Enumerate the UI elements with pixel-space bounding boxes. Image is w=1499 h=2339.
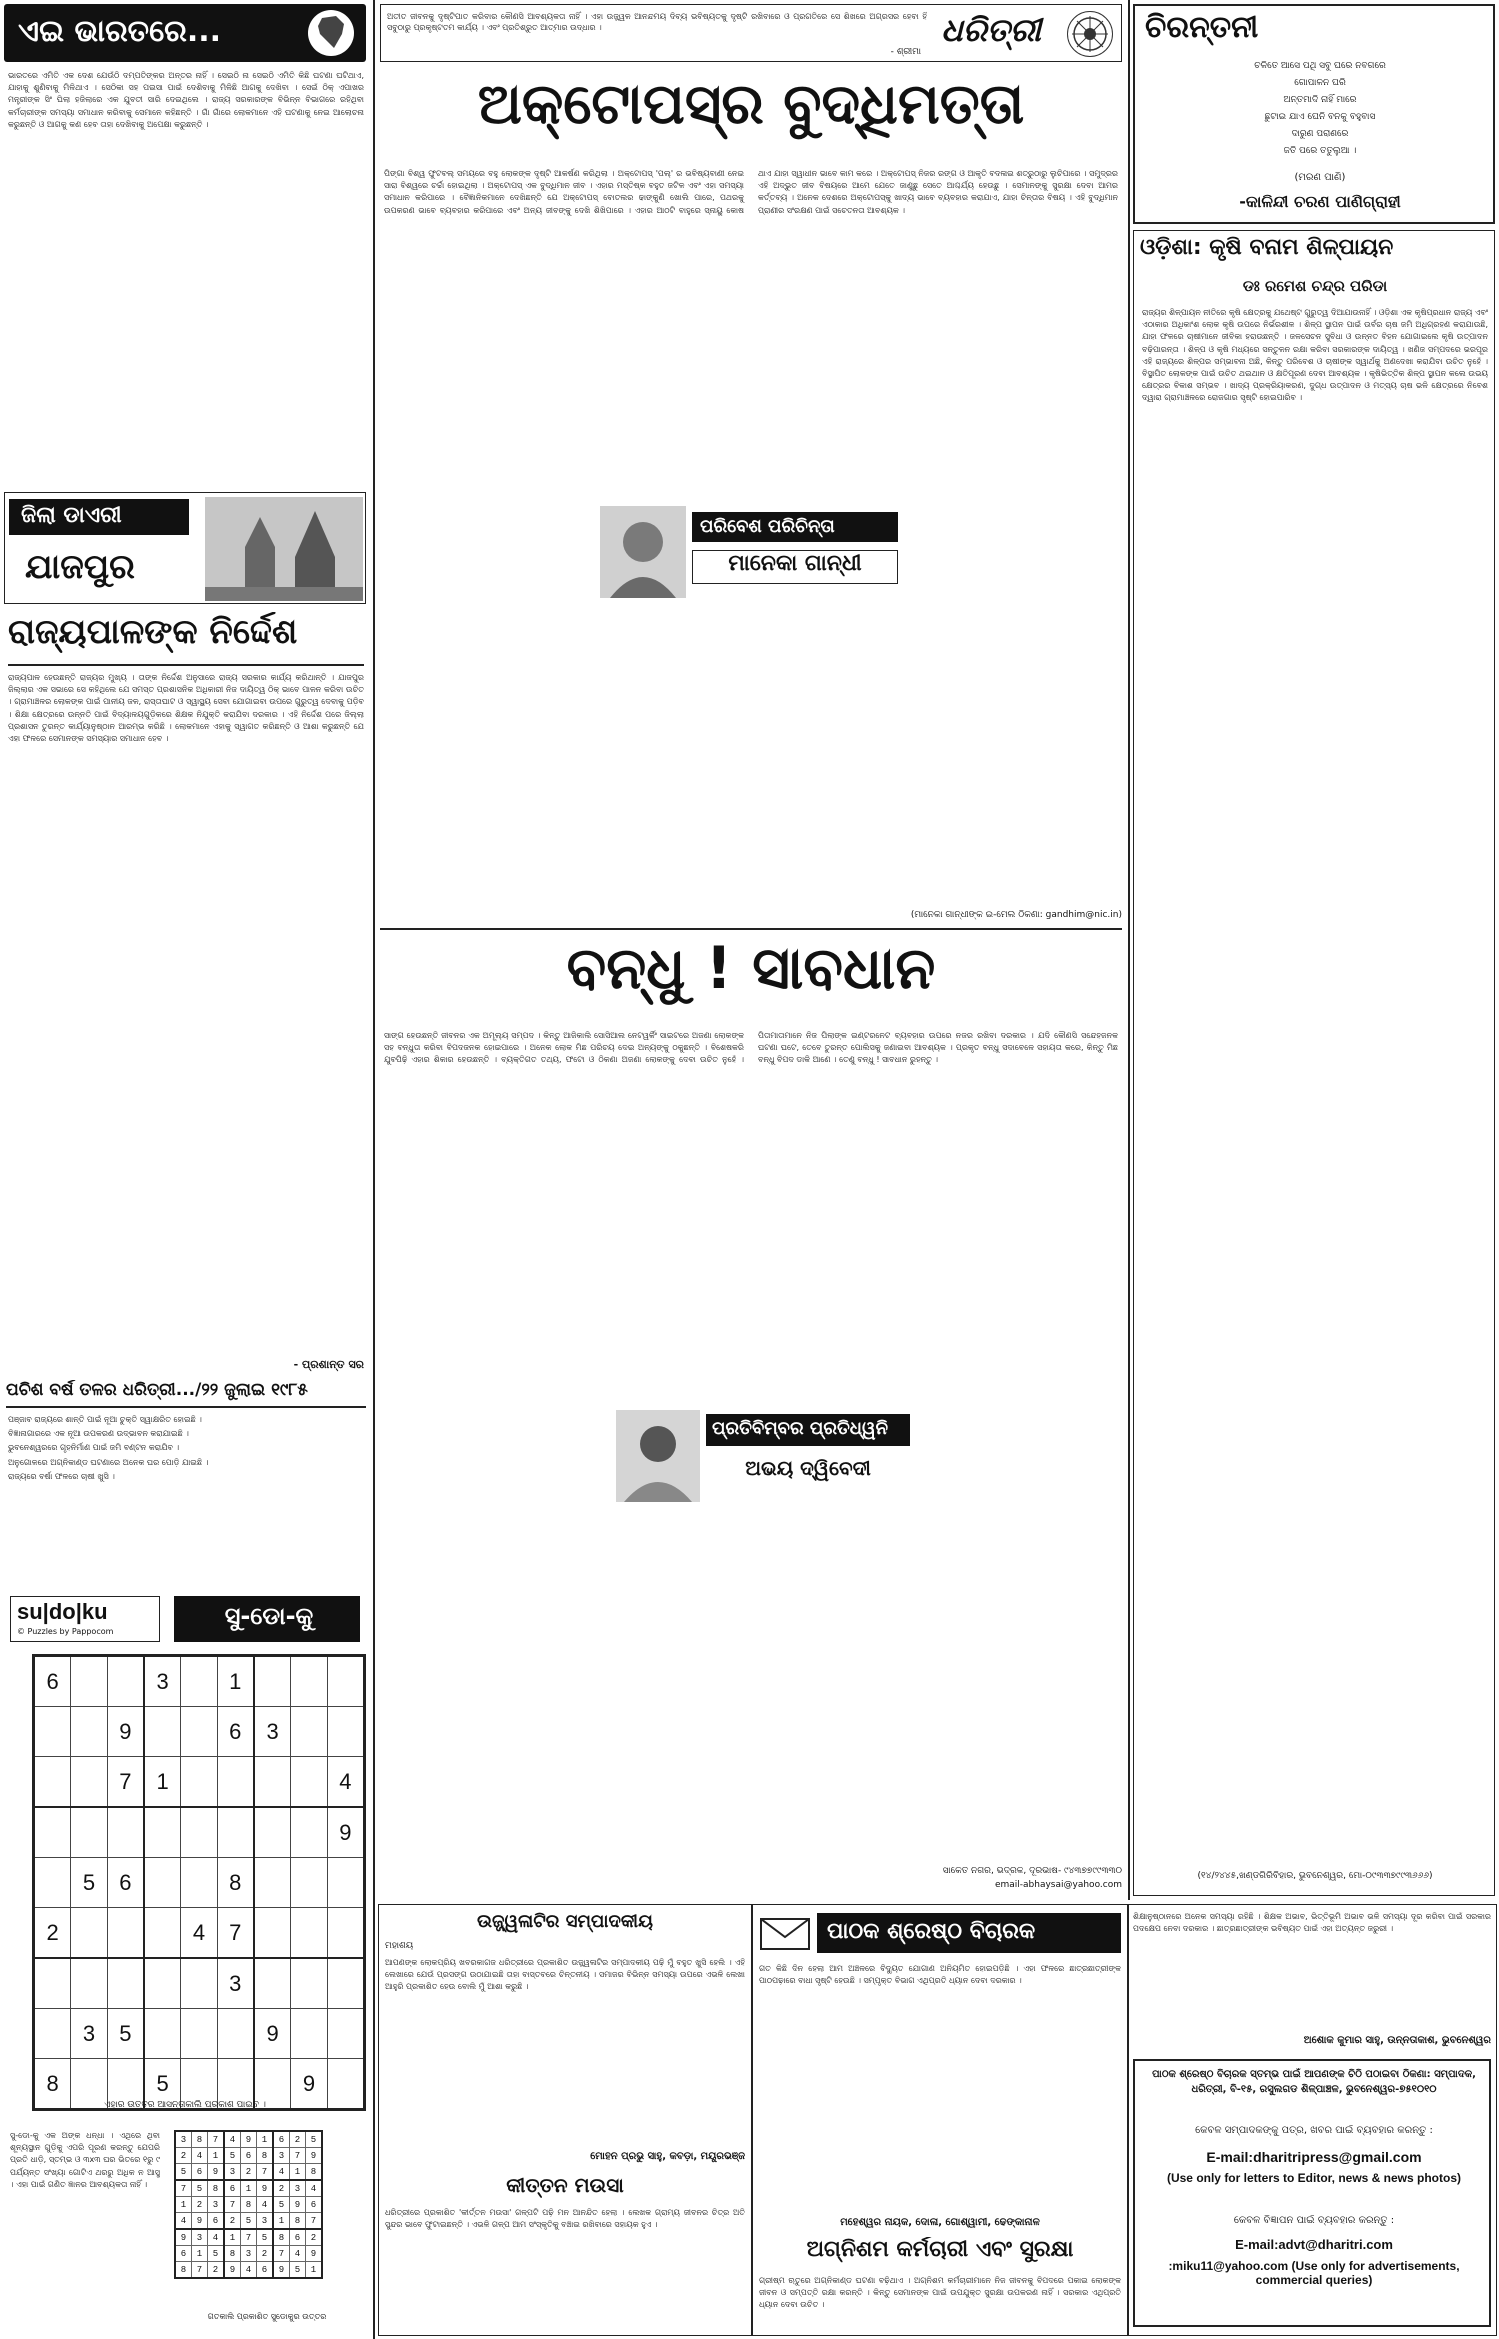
sudoku-cell[interactable] <box>181 1656 217 1707</box>
right-top-body: ଶିକ୍ଷାନୁଷ୍ଠାନରେ ଅନେକ ସମସ୍ୟା ରହିଛି । ଶିକ୍ଷକ ଅଭାବ, ଭିତ୍ତିଭୂମି ଅଭାବ ଭଳି ସମସ୍ୟା ଦୂର କରିବା ପାଇଁ ସରକାର ପଦକ୍ଷେପ ନେବା ଦରକାର । ଛାତ୍ରଛାତ୍ରୀଙ୍କ ଭବିଷ୍ୟତ ପାଇଁ ଏହା ଅତ୍ୟନ୍ତ ଜରୁରୀ । <box>1133 1912 1491 1934</box>
sudoku-cell[interactable]: 1 <box>217 1656 254 1707</box>
sudoku-answer-note: ଏହାର ଉତ୍ତର ଆସନ୍ତାକାଲି ପ୍ରକାଶ ପାଇବ । <box>104 2100 266 2110</box>
sudoku-cell[interactable] <box>181 1757 217 1808</box>
divider <box>373 0 375 2339</box>
right-column <box>1131 0 1499 1900</box>
sudoku-cell[interactable] <box>107 1958 144 2009</box>
sudoku-cell[interactable]: 4 <box>327 1757 364 1808</box>
sudoku-cell[interactable] <box>327 1656 364 1707</box>
ei-bharatare-header <box>4 4 366 62</box>
sudoku-cell[interactable]: 3 <box>71 2009 107 2059</box>
solution-cell: 9 <box>273 2262 290 2279</box>
solution-cell: 3 <box>257 2213 274 2230</box>
sudoku-cell[interactable] <box>107 1908 144 1959</box>
ujjal-title: ଉଜ୍ଜ୍ୱଳାଟିର ସମ୍ପାଦକୀୟ <box>477 1911 653 1932</box>
chirantani-title: ଚିରନ୍ତନୀ <box>1145 10 1259 45</box>
solution-cell: 7 <box>306 2213 323 2230</box>
masthead <box>380 4 1122 62</box>
pachis-list <box>8 1412 364 1578</box>
bandhu-address: ସାକେତ ନଗର, ଭଦ୍ରକ, ଦୂରଭାଷ- ୯୪୩୭୭୯୯୩୩୦ <box>942 1866 1122 1876</box>
sudoku-cell[interactable] <box>181 1858 217 1908</box>
sudoku-cell[interactable]: 5 <box>107 2009 144 2059</box>
sudoku-cell[interactable] <box>34 1757 71 1808</box>
octopus-contact: (ମାନେକା ଗାନ୍ଧୀଙ୍କ ଇ-ମେଲ ଠିକଣା: gandhim@nic.in) <box>910 910 1122 920</box>
kitun-title: କୀତ୍ତନ ମଉସା <box>506 2173 624 2197</box>
solution-cell: 2 <box>306 2229 323 2246</box>
center-column <box>376 0 1126 1900</box>
sudoku-cell[interactable]: 2 <box>34 1908 71 1959</box>
right-bottom <box>1133 1911 1491 2331</box>
solution-cell: 7 <box>208 2131 225 2148</box>
sudoku-title: ସୁ-ଡୋ-କୁ <box>174 1596 360 1642</box>
solution-cell: 1 <box>208 2148 225 2164</box>
sudoku-prev-note: ଗତକାଲି ପ୍ରକାଶିତ ସୁଡୋକୁର ଉତ୍ତର <box>207 2312 327 2321</box>
sudoku-cell[interactable]: 3 <box>144 1656 181 1707</box>
sudoku-cell[interactable] <box>291 1656 327 1707</box>
sudoku-cell[interactable]: 9 <box>327 1807 364 1858</box>
sudoku-cell[interactable] <box>327 2009 364 2059</box>
sudoku-cell[interactable] <box>291 1958 327 2009</box>
sudoku-cell[interactable] <box>34 1807 71 1858</box>
agni-body: ଗ୍ରୀଷ୍ମ ଋତୁରେ ଅଗ୍ନିକାଣ୍ଡ ଘଟଣା ବଢ଼ିଥାଏ । ଅଗ୍ନିଶମ କର୍ମଚାରୀମାନେ ନିଜ ଜୀବନକୁ ବିପଦରେ ପକାଇ ଲୋକଙ୍କ ଜୀବନ ଓ ସମ୍ପତ୍ତି ରକ୍ଷା କରନ୍ତି । କିନ୍ତୁ ସେମାନଙ୍କ ପାଇଁ ଉପଯୁକ୍ତ ସୁରକ୍ଷା ଉପକରଣ ନାହିଁ । ସରକାର ଏଥିପ୍ରତି ଧ୍ୟାନ ଦେବା ଉଚିତ । <box>759 2276 1121 2310</box>
odisha-author: ଡଃ ରମେଶ ଚନ୍ଦ୍ର ପରିଡା <box>1242 277 1388 295</box>
editor-email-note: (Use only for letters to Editor, news & news photos) <box>1166 2171 1462 2185</box>
solution-cell: 4 <box>175 2213 192 2230</box>
sudoku-cell[interactable]: 9 <box>254 2009 291 2059</box>
dharitri-logo: ଧରିତ୍ରୀ <box>941 11 1041 49</box>
solution-cell: 4 <box>208 2229 225 2246</box>
list-item: ଅନୁଗୋଳରେ ଅଗ୍ନିକାଣ୍ଡ ଘଟଣାରେ ଅନେକ ଘର ପୋଡ଼ି ଯାଇଛି । <box>8 1457 209 1467</box>
solution-cell: 6 <box>175 2246 192 2262</box>
sudoku-cell[interactable]: 9 <box>107 1707 144 1757</box>
sudoku-cell[interactable] <box>327 1707 364 1757</box>
parivesh-author: ମାନେକା ଗାନ୍ଧୀ <box>692 550 898 584</box>
sudoku-section <box>4 1590 366 2339</box>
agni-title: ଅଗ୍ନିଶମ କର୍ମଚାରୀ ଏବଂ ସୁରକ୍ଷା <box>806 2237 1074 2262</box>
solution-cell: 9 <box>306 2148 323 2164</box>
sudoku-grid[interactable] <box>32 1654 366 2111</box>
solution-cell: 3 <box>273 2148 290 2164</box>
temple-photo <box>205 497 363 601</box>
agni-signoff: ମହେଶ୍ୱର ନାୟକ, ଦୋଳା, ଗୋଶ୍ୱାମୀ, ଢେଙ୍କାନାଳ <box>840 2217 1040 2228</box>
contact-intro: ପାଠକ ଶ୍ରେଷ୍ଠ ବିଚାରକ ସ୍ତମ୍ଭ ପାଇଁ ଆପଣଙ୍କ ଚିଠି ପଠାଇବା ଠିକଣା: ସମ୍ପାଦକ, ଧରିତ୍ରୀ, ବି-୧୫, ରସୁଲଗଡ ଶିଳ୍ପାଞ୍ଚଳ, ଭୁବନେଶ୍ୱର-୭୫୧୦୧୦ <box>1152 2069 1476 2095</box>
solution-cell: 9 <box>290 2197 306 2213</box>
sudoku-cell[interactable] <box>181 1807 217 1858</box>
solution-cell: 3 <box>224 2164 241 2181</box>
solution-cell: 8 <box>290 2213 306 2230</box>
solution-cell: 3 <box>241 2246 257 2262</box>
ad-email-note[interactable]: :miku11@yahoo.com (Use only for advertisements, commercial queries) <box>1168 2259 1460 2287</box>
india-map-icon <box>304 8 358 58</box>
solution-cell: 4 <box>192 2148 208 2164</box>
sudoku-cell[interactable] <box>254 1757 291 1808</box>
sudoku-cell[interactable]: 7 <box>107 1757 144 1808</box>
solution-cell: 3 <box>175 2131 192 2148</box>
bottom-section <box>378 1904 1497 2336</box>
ad-email-link[interactable]: E-mail:advt@dharitri.com <box>1235 2237 1393 2252</box>
sudoku-cell[interactable] <box>291 1807 327 1858</box>
solution-cell: 6 <box>273 2131 290 2148</box>
jilla-diary-box <box>4 492 366 604</box>
chirantani-poem: ଚଳିତେ ଆସେ ପଥି ସବୁ ଘରେ ନବଗରେ ଗୋପାଳନ ଘରି ଅନ୍ତମାଦି ନାହିଁ ମାରେ ଛୁଟାଇ ଯାଏ ଘେନି ବନକୁ ବହୁବାସ ଦାରୁଣ ପରାଣରେ ଜତି ପରେ ତତୁଲୁଆ । <box>1254 61 1386 156</box>
left-intro-text: ଭାରତରେ ଏମିତି ଏକ ଦେଶ ଯେଉଁଠି ଦମ୍ପତିଙ୍କର ଅନ୍ତର ନାହିଁ । ସେଇଠି ନା ସେଇଠି ଏମିତି କିଛି ଘଟଣା ଘଟିଥାଏ, ଯାହାକୁ ଶୁଣିବାକୁ ମିଳିଥାଏ । ସେଠିକା ସହ ପଇସା ପାଇଁ ଦେଶିବାକୁ ମିଳିଛି ଆଗକୁ ଦେଖିବା । ସେଇଁ ଠିକ୍‌ ଏପାଖର ମନ୍ତ୍ରୀଙ୍କ ସିଂ ଘିଲା ହଜିଲାରେ ଏକ ଯୁବତୀ ସାରି ଦେଇଥିଲେ । ରାଜ୍ୟ ସରକାରଙ୍କ ବିଭିନ୍ନ ବିଭାଗରେ ରହିଥିବା କର୍ମଚାରୀଙ୍କ ସମସ୍ୟା ସମାଧାନ କରିବାକୁ ସେମାନେ କହିଛନ୍ତି । ଗାଁ ଗାଁରେ ଲୋକମାନେ ଏହି ଘଟଣାକୁ ନେଇ ଆଲୋଚନା କରୁଛନ୍ତି ଓ ଆଗକୁ କଣ ହେବ ତାହା ଦେଖିବାକୁ ଅପେକ୍ଷା କରୁଛନ୍ତି । <box>8 71 364 129</box>
solution-cell: 9 <box>192 2213 208 2230</box>
pratibimba-box <box>616 1410 910 1502</box>
solution-cell: 2 <box>290 2131 306 2148</box>
sudoku-rules: ସୁ-ଡୋ-କୁ ଏକ ଅଙ୍କ ଧନ୍ଧା । ଏଥିରେ ଥିବା ଶୂନ୍ୟସ୍ଥାନ ଗୁଡ଼ିକୁ ଏପରି ପୂରଣ କରନ୍ତୁ ଯେପରି ପ୍ରତି ଧାଡ଼ି, ସ୍ତମ୍ଭ ଓ ୩x୩ ଘର ଭିତରେ ୧ରୁ ୯ ପର୍ଯ୍ୟନ୍ତ ସଂଖ୍ୟା ଗୋଟିଏ ଥରରୁ ଅଧିକ ନ ଆସୁ । ଏହା ପାଇଁ ଗଣିତ ଜ୍ଞାନର ଆବଶ୍ୟକତା ନାହିଁ । <box>10 2131 160 2189</box>
sudoku-cell[interactable] <box>217 2009 254 2059</box>
author-photo-maneka <box>600 506 686 598</box>
octopus-title: ଅକ୍ଟୋପସ୍‌ର ବୁଦ୍ଧିମତ୍ତା <box>477 72 1025 137</box>
sudoku-cell[interactable] <box>34 1707 71 1757</box>
sudoku-cell[interactable]: 8 <box>34 2059 71 2110</box>
solution-cell: 5 <box>273 2197 290 2213</box>
bandhu-body: ସାଙ୍ଗ ହେଉଛନ୍ତି ଜୀବନର ଏକ ଅମୂଲ୍ୟ ସମ୍ପଦ । କିନ୍ତୁ ଆଜିକାଲି ସୋସିଆଲ ନେଟୱର୍କିଂ ସାଇଟରେ ଅଜଣା ଲୋକଙ୍କ ସହ ବନ୍ଧୁତା କରିବା ବିପଦଜନକ ହୋଇପାରେ । ଅନେକ ଲୋକ ମିଛ ପରିଚୟ ଦେଇ ଅନ୍ୟଙ୍କୁ ଠକୁଛନ୍ତି । ବିଶେଷକରି ଯୁବପିଢ଼ି ଏହାର ଶିକାର ହେଉଛନ୍ତି । ବ୍ୟକ୍ତିଗତ ତଥ୍ୟ, ଫଟୋ ଓ ଠିକଣା ଅଜଣା ଲୋକଙ୍କୁ ଦେବା ଉଚିତ ନୁହେଁ । ପିତାମାତାମାନେ ନିଜ ପିଲାଙ୍କ ଇଣ୍ଟରନେଟ ବ୍ୟବହାର ଉପରେ ନଜର ରଖିବା ଦରକାର । ଯଦି କୌଣସି ସନ୍ଦେହଜନକ ଘଟଣା ଘଟେ, ତେବେ ତୁରନ୍ତ ପୋଲିସକୁ ଜଣାଇବା ଆବଶ୍ୟକ । ପ୍ରକୃତ ବନ୍ଧୁ ସଦାବେଳେ ସହାୟତା କରେ, କିନ୍ତୁ ମିଛ ବନ୍ଧୁ ବିପଦ ଡାକି ଆଣେ । ତେଣୁ ବନ୍ଧୁ ! ସାବଧାନ ରୁହନ୍ତୁ । <box>384 1031 1118 1065</box>
envelope-icon <box>759 1913 811 1953</box>
sudoku-cell[interactable] <box>291 1707 327 1757</box>
rajyapal-body: ରାଜ୍ୟପାଳ ହେଉଛନ୍ତି ରାଜ୍ୟର ମୁଖ୍ୟ । ତାଙ୍କ ନିର୍ଦ୍ଦେଶ ଅନୁସାରେ ରାଜ୍ୟ ସରକାର କାର୍ଯ୍ୟ କରିଥାନ୍ତି । ଯାଜପୁର ଜିଲ୍ଲାର ଏକ ସଭାରେ ସେ କହିଥିଲେ ଯେ ସମସ୍ତ ପ୍ରଶାସନିକ ଅଧିକାରୀ ନିଜ ଦାୟିତ୍ୱ ଠିକ୍‌ ଭାବେ ପାଳନ କରିବା ଉଚିତ । ଗ୍ରାମାଞ୍ଚଳର ଲୋକଙ୍କ ପାଇଁ ପାନୀୟ ଜଳ, ରାସ୍ତାଘାଟ ଓ ସ୍ୱାସ୍ଥ୍ୟ ସେବା ଯୋଗାଇବା ଉପରେ ଗୁରୁତ୍ୱ ଦେବାକୁ ପଡ଼ିବ । ଶିକ୍ଷା କ୍ଷେତ୍ରରେ ଉନ୍ନତି ପାଇଁ ବିଦ୍ୟାଳୟଗୁଡ଼ିକରେ ଶିକ୍ଷକ ନିଯୁକ୍ତି କରାଯିବା ଦରକାର । ଏହି ନିର୍ଦ୍ଦେଶ ପରେ ଜିଲ୍ଲା ପ୍ରଶାସନ ତୁରନ୍ତ କାର୍ଯ୍ୟାନୁଷ୍ଠାନ ଆରମ୍ଭ କରିଛି । ଲୋକମାନେ ଏହାକୁ ସ୍ୱାଗତ କରିଛନ୍ତି ଓ ଆଶା କରୁଛନ୍ତି ଯେ ଏହା ଫଳରେ ସେମାନଙ୍କ ସମସ୍ୟାର ସମାଧାନ ହେବ । <box>8 673 364 744</box>
solution-cell: 7 <box>273 2246 290 2262</box>
sudoku-cell[interactable] <box>144 1807 181 1858</box>
bandhu-email: email-abhaysai@yahoo.com <box>994 1880 1122 1890</box>
sudoku-cell[interactable]: 4 <box>181 1908 217 1959</box>
emblem-icon <box>1067 11 1113 57</box>
solution-cell: 5 <box>290 2262 306 2279</box>
solution-cell: 8 <box>241 2197 257 2213</box>
solution-cell: 8 <box>257 2148 274 2164</box>
sudoku-cell[interactable] <box>254 1858 291 1908</box>
ujjal-signoff: ମୋହନ ପ୍ରଭୁ ସାହୁ, କବଡ଼ା, ମୟୂରଭଞ୍ଜ <box>590 2151 745 2162</box>
sudoku-cell[interactable] <box>291 1858 327 1908</box>
solution-cell: 5 <box>306 2131 323 2148</box>
contact-ad-label: କେବଳ ବିଜ୍ଞାପନ ପାଇଁ ବ୍ୟବହାର କରନ୍ତୁ : <box>1233 2215 1395 2226</box>
solution-cell: 8 <box>273 2229 290 2246</box>
sudoku-cell[interactable] <box>144 2009 181 2059</box>
jilla-diary-label: ଜିଲା ଡାଏରୀ <box>9 499 189 535</box>
sudoku-cell[interactable]: 9 <box>291 2059 327 2110</box>
sudoku-cell[interactable] <box>291 2009 327 2059</box>
divider <box>1127 1905 1129 2335</box>
solution-cell: 5 <box>192 2180 208 2197</box>
divider <box>8 664 364 666</box>
sudoku-cell[interactable]: 1 <box>144 1757 181 1808</box>
odisha-address: (୧୪/୨୪୪୫,ଖଣ୍ଡଗିରିବିହାର, ଭୁବନେଶ୍ୱର, ମୋ-୦୯୩୩୭୯୯୩୬୬୬) <box>1197 1871 1433 1881</box>
sudoku-cell[interactable] <box>327 1858 364 1908</box>
sudoku-cell[interactable] <box>254 1656 291 1707</box>
solution-cell: 2 <box>241 2164 257 2181</box>
sudoku-cell[interactable]: 6 <box>217 1707 254 1757</box>
poet-name: -କାଳିନ୍ଦୀ ଚରଣ ପାଣିଗ୍ରାହୀ <box>1239 192 1401 211</box>
sudoku-cell[interactable]: 3 <box>254 1707 291 1757</box>
solution-cell: 2 <box>192 2197 208 2213</box>
sudoku-cell[interactable] <box>34 1858 71 1908</box>
solution-cell: 6 <box>241 2148 257 2164</box>
solution-cell: 3 <box>208 2197 225 2213</box>
solution-cell: 5 <box>241 2213 257 2230</box>
sudoku-cell[interactable]: 7 <box>217 1908 254 1959</box>
sudoku-cell[interactable] <box>71 1807 107 1858</box>
sudoku-cell[interactable] <box>291 1908 327 1959</box>
divider <box>751 1905 753 2335</box>
sudoku-cell[interactable]: 6 <box>107 1858 144 1908</box>
author-photo-abhay <box>616 1410 700 1502</box>
list-item: ଭୁବନେଶ୍ୱରରେ ଗୃହନିର୍ମାଣ ପାଇଁ ଜମି ବଣ୍ଟନ କରାଯିବ । <box>8 1443 180 1453</box>
reader-banner <box>759 1911 1121 1955</box>
left-column <box>0 0 372 2339</box>
masthead-quote: ଅତୀତ ଜୀବନକୁ ଦୃଷ୍ଟିପାତ କରିବାର କୌଣସି ଆବଶ୍ୟକତା ନାହିଁ । ଏହା ଉଜ୍ଜ୍ୱଳ ଆନନ୍ଦମୟ ଦିବ୍ୟ ଭବିଷ୍ୟତକୁ ଦୃଷ୍ଟି ରଖିବାରେ ଓ ପ୍ରଗତିରେ ସେ ଶିଖରେ ଅଗ୍ରସର ହେବା ହିଁ ସବୁଠାରୁ ପ୍ରକୃଷ୍ଟତମ କାର୍ଯ୍ୟ । ଏବଂ ପ୍ରତିଶ୍ରୁତ ଆତ୍ମାର ଉଦ୍ଧାର । <box>387 12 927 32</box>
solution-cell: 4 <box>290 2246 306 2262</box>
solution-cell: 7 <box>175 2180 192 2197</box>
reader-title-box: ପାଠକ ଶ୍ରେଷ୍ଠ ବିଚାରକ <box>817 1913 1121 1953</box>
sudoku-cell[interactable] <box>71 1908 107 1959</box>
quote-author: - ଶ୍ରୀମା <box>890 47 921 57</box>
sudoku-cell[interactable] <box>71 1958 107 2009</box>
sudoku-cell[interactable] <box>254 1908 291 1959</box>
rajyapal-title: ରାଜ୍ୟପାଳଙ୍କ ନିର୍ଦ୍ଦେଶ <box>8 612 298 652</box>
solution-cell: 9 <box>241 2131 257 2148</box>
solution-cell: 2 <box>257 2246 274 2262</box>
solution-cell: 8 <box>192 2131 208 2148</box>
solution-cell: 5 <box>224 2148 241 2164</box>
sudoku-cell[interactable] <box>217 1807 254 1858</box>
solution-cell: 1 <box>175 2197 192 2213</box>
solution-cell: 3 <box>192 2229 208 2246</box>
sudoku-cell[interactable] <box>181 2009 217 2059</box>
solution-cell: 9 <box>208 2164 225 2181</box>
solution-cell: 3 <box>290 2180 306 2197</box>
solution-cell: 7 <box>241 2229 257 2246</box>
poem-source: (ମରଣ ପାଣି) <box>1294 172 1346 183</box>
sudoku-brand-logo: su|do|ku © Puzzles by Pappocom <box>10 1596 160 1642</box>
solution-cell: 6 <box>257 2262 274 2279</box>
pratibimba-author: ଅଭୟ ଦ୍ୱିବେଦୀ <box>745 1456 871 1480</box>
solution-cell: 8 <box>224 2246 241 2262</box>
sudoku-cell[interactable] <box>144 1707 181 1757</box>
editor-email-link[interactable]: E-mail:dharitripress@gmail.com <box>1206 2149 1422 2165</box>
parivesh-label: ପରିବେଶ ପରିଚିନ୍ତା <box>692 512 898 542</box>
sudoku-cell[interactable] <box>107 1656 144 1707</box>
sudoku-cell[interactable] <box>144 1908 181 1959</box>
sudoku-cell[interactable] <box>327 1908 364 1959</box>
solution-cell: 8 <box>306 2164 323 2181</box>
solution-cell: 7 <box>257 2164 274 2181</box>
sudoku-cell[interactable] <box>71 1707 107 1757</box>
reader-body: ଗତ କିଛି ଦିନ ହେଲା ଆମ ଅଞ୍ଚଳରେ ବିଦ୍ୟୁତ ଯୋଗାଣ ଅନିୟମିତ ହୋଇପଡ଼ିଛି । ଏହା ଫଳରେ ଛାତ୍ରଛାତ୍ରୀଙ୍କ ପାଠପଢ଼ାରେ ବାଧା ସୃଷ୍ଟି ହେଉଛି । ସମ୍ପୃକ୍ତ ବିଭାଗ ଏଥିପ୍ରତି ଧ୍ୟାନ ଦେବା ଦରକାର । <box>759 1964 1121 1986</box>
pratibimba-label: ପ୍ରତିବିମ୍ବର ପ୍ରତିଧ୍ୱନି <box>706 1414 910 1446</box>
sudoku-cell[interactable] <box>254 1807 291 1858</box>
contact-box <box>1133 2059 1491 2327</box>
solution-cell: 7 <box>290 2148 306 2164</box>
divider <box>1128 0 1130 1900</box>
ujjal-body: ଆପଣଙ୍କ ଲୋକପ୍ରିୟ ଖବରକାଗଜ ଧରିତ୍ରୀରେ ପ୍ରକାଶିତ ଉଜ୍ଜ୍ୱଳାଟିର ସମ୍ପାଦକୀୟ ପଢ଼ି ମୁଁ ବହୁତ ଖୁସି ହେଲି । ଏହି ଲେଖାରେ ଯେଉଁ ପ୍ରସଙ୍ଗ ଉଠାଯାଇଛି ତାହା ବାସ୍ତବରେ ଚିନ୍ତନୀୟ । ସମାଜର ବିଭିନ୍ନ ସମସ୍ୟା ଉପରେ ଏଭଳି ଲେଖା ଆହୁରି ପ୍ରକାଶିତ ହେଉ ବୋଲି ମୁଁ ଆଶା କରୁଛି । <box>385 1958 745 1992</box>
sudoku-cell[interactable] <box>217 1757 254 1808</box>
solution-cell: 1 <box>257 2131 274 2148</box>
ujjal-salutation: ମହାଶୟ <box>385 1941 414 1951</box>
solution-cell: 4 <box>257 2197 274 2213</box>
list-item: ପଞ୍ଜାବ ରାଜ୍ୟରେ ଶାନ୍ତି ପାଇଁ ନୂଆ ଚୁକ୍ତି ସ୍ୱାକ୍ଷରିତ ହୋଇଛି । <box>8 1415 202 1424</box>
list-item: ବିଜ୍ଞାନାଗାରରେ ଏକ ନୂଆ ଉପକରଣ ଉଦ୍ଭାବନ କରାଯାଇଛି । <box>8 1429 189 1439</box>
sudoku-cell[interactable] <box>107 1807 144 1858</box>
solution-cell: 6 <box>306 2197 323 2213</box>
sudoku-cell[interactable] <box>71 1757 107 1808</box>
solution-cell: 9 <box>175 2229 192 2246</box>
solution-cell: 4 <box>241 2262 257 2279</box>
solution-cell: 1 <box>192 2246 208 2262</box>
sudoku-cell[interactable] <box>254 1958 291 2009</box>
odisha-body: ରାଜ୍ୟର ଶିଳ୍ପାୟନ ନୀତିରେ କୃଷି କ୍ଷେତ୍ରକୁ ଯଥେଷ୍ଟ ଗୁରୁତ୍ୱ ଦିଆଯାଉନାହିଁ । ଓଡ଼ିଶା ଏକ କୃଷିପ୍ରଧାନ ରାଜ୍ୟ ଏବଂ ଏଠାକାର ଅଧିକାଂଶ ଲୋକ କୃଷି ଉପରେ ନିର୍ଭରଶୀଳ । ଶିଳ୍ପ ସ୍ଥାପନ ପାଇଁ ଉର୍ବର ଚାଷ ଜମି ଅଧିଗ୍ରହଣ କରାଯାଉଛି, ଯାହା ଫଳରେ ଚାଷୀମାନେ ଜୀବିକା ହରାଉଛନ୍ତି । ଜଳସେଚନ ସୁବିଧା ଓ ଉନ୍ନତ ବିହନ ଯୋଗାଇଲେ କୃଷି ଉତ୍ପାଦନ ବଢ଼ିପାରନ୍ତା । ଶିଳ୍ପ ଓ କୃଷି ମଧ୍ୟରେ ସନ୍ତୁଳନ ରକ୍ଷା କରିବା ସରକାରଙ୍କ ଦାୟିତ୍ୱ । ଖଣିଜ ସମ୍ପଦରେ ଭରପୂର ଏହି ରାଜ୍ୟରେ ଶିଳ୍ପର ସମ୍ଭାବନା ଅଛି, କିନ୍ତୁ ପରିବେଶ ଓ ଚାଷୀଙ୍କ ସ୍ୱାର୍ଥକୁ ଅଣଦେଖା କରାଯିବା ଉଚିତ ନୁହେଁ । ବିସ୍ଥାପିତ ଲୋକଙ୍କ ପାଇଁ ଉଚିତ ଥଇଥାନ ଓ କ୍ଷତିପୂରଣ ଦେବା ଆବଶ୍ୟକ । କୃଷିଭିତ୍ତିକ ଶିଳ୍ପ ସ୍ଥାପନ କଲେ ଉଭୟ କ୍ଷେତ୍ରର ବିକାଶ ସମ୍ଭବ । ଖାଦ୍ୟ ପ୍ରକ୍ରିୟାକରଣ, ଦୁଗ୍ଧ ଉତ୍ପାଦନ ଓ ମତ୍ସ୍ୟ ଚାଷ ଭଳି କ୍ଷେତ୍ରରେ ନିବେଶ ଦ୍ୱାରା ଗ୍ରାମାଞ୍ଚଳରେ ରୋଜଗାର ସୃଷ୍ଟି ହୋଇପାରିବ । <box>1142 308 1488 403</box>
solution-cell: 7 <box>224 2197 241 2213</box>
solution-cell: 8 <box>208 2180 225 2197</box>
sudoku-cell[interactable] <box>144 1958 181 2009</box>
solution-cell: 1 <box>290 2164 306 2181</box>
divider <box>380 928 1122 930</box>
bandhu-title: ବନ୍ଧୁ ! ସାବଧାନ <box>566 934 936 1002</box>
solution-cell: 9 <box>257 2180 274 2197</box>
odisha-title: ଓଡ଼ିଶା: କୃଷି ବନାମ ଶିଳ୍ପାୟନ <box>1140 235 1394 260</box>
solution-cell: 2 <box>175 2148 192 2164</box>
sudoku-cell[interactable]: 5 <box>144 2059 181 2110</box>
solution-cell: 9 <box>224 2262 241 2279</box>
octopus-body: ପିଙ୍ଗା ବିଶ୍ୱ ଫୁଟବଲ୍‌ ସମୟରେ ବହୁ ଲୋକଙ୍କ ଦୃଷ୍ଟି ଆକର୍ଷଣ କରିଥିଲା । ଅକ୍ଟୋପସ୍‌ 'ପଲ୍‌' ର ଭବିଷ୍ୟବାଣୀ ନେଇ ସାରା ବିଶ୍ୱରେ ଚର୍ଚ୍ଚା ହୋଇଥିଲା । ଅକ୍ଟୋପସ୍‌ ଏକ ବୁଦ୍ଧିମାନ ଜୀବ । ଏହାର ମସ୍ତିଷ୍କ ବହୁତ ଜଟିଳ ଏବଂ ଏହା ସମସ୍ୟା ସମାଧାନ କରିପାରେ । ବୈଜ୍ଞାନିକମାନେ ଦେଖିଛନ୍ତି ଯେ ଅକ୍ଟୋପସ୍‌ ବୋତଲର ଢାଙ୍କୁଣି ଖୋଲି ପାରେ, ପଥରକୁ ଉପକରଣ ଭାବେ ବ୍ୟବହାର କରିପାରେ ଏବଂ ଅନ୍ୟ ଜୀବଙ୍କୁ ଦେଖି ଶିଖିପାରେ । ଏହାର ଆଠଟି ବାହୁରେ ସ୍ନାୟୁ କୋଷ ଥାଏ ଯାହା ସ୍ୱାଧୀନ ଭାବେ କାମ କରେ । ଅକ୍ଟୋପସ୍‌ ନିଜର ରଙ୍ଗ ଓ ଆକୃତି ବଦଳାଇ ଶତ୍ରୁଠାରୁ ଲୁଚିପାରେ । ସମୁଦ୍ରର ଏହି ଅଦ୍ଭୁତ ଜୀବ ବିଷୟରେ ଆମେ ଯେତେ ଜାଣୁଛୁ ସେତେ ଆଶ୍ଚର୍ଯ୍ୟ ହେଉଛୁ । ସେମାନଙ୍କୁ ସୁରକ୍ଷା ଦେବା ଆମର କର୍ତ୍ତବ୍ୟ । ଅନେକ ଦେଶରେ ଅକ୍ଟୋପସ୍‌କୁ ଖାଦ୍ୟ ଭାବେ ବ୍ୟବହାର କରାଯାଏ, ଯାହା ଚିନ୍ତାର ବିଷୟ । ଏହି ବୁଦ୍ଧିମାନ ପ୍ରାଣୀର ସଂରକ୍ଷଣ ପାଇଁ ସଚେତନତା ଆବଶ୍ୟକ । <box>384 169 1118 215</box>
sudoku-cell[interactable]: 3 <box>217 1958 254 2009</box>
solution-cell: 1 <box>273 2213 290 2230</box>
solution-cell: 4 <box>306 2180 323 2197</box>
ujjal-letter <box>385 1911 745 2331</box>
sudoku-cell[interactable]: 5 <box>71 1858 107 1908</box>
solution-cell: 2 <box>208 2262 225 2279</box>
list-item: ରାଜ୍ୟରେ ବର୍ଷା ଫଳରେ ଚାଷୀ ଖୁସି । <box>8 1471 115 1481</box>
solution-cell: 5 <box>175 2164 192 2181</box>
sudoku-cell[interactable] <box>34 1958 71 2009</box>
solution-cell: 6 <box>192 2164 208 2181</box>
header-title: ଏଇ ଭାରତରେ... <box>18 14 222 49</box>
solution-cell: 5 <box>257 2229 274 2246</box>
rajyapal-byline: - ପ୍ରଶାନ୍ତ ସର <box>293 1358 364 1371</box>
solution-cell: 6 <box>290 2229 306 2246</box>
sudoku-cell[interactable] <box>291 1757 327 1808</box>
odisha-article <box>1133 230 1495 1896</box>
sudoku-cell[interactable]: 8 <box>217 1858 254 1908</box>
right-top-signoff: ଅଶୋକ କୁମାର ସାହୁ, ଉନ୍ନତାକାଶ, ଭୁବନେଶ୍ୱର <box>1303 2035 1491 2046</box>
sudoku-cell[interactable] <box>181 1707 217 1757</box>
solution-cell: 4 <box>224 2131 241 2148</box>
solution-cell: 1 <box>224 2229 241 2246</box>
sudoku-cell[interactable] <box>327 1958 364 2009</box>
sudoku-cell[interactable] <box>144 1858 181 1908</box>
contact-editor-label: କେବଳ ସମ୍ପାଦକଙ୍କୁ ପତ୍ର, ଖବର ପାଇଁ ବ୍ୟବହାର କରନ୍ତୁ : <box>1195 2125 1433 2136</box>
solution-cell: 6 <box>208 2213 225 2230</box>
solution-cell: 5 <box>208 2246 225 2262</box>
solution-cell: 1 <box>241 2180 257 2197</box>
reader-letter <box>759 1911 1121 2331</box>
chirantani-box <box>1133 4 1495 224</box>
sudoku-cell[interactable]: 6 <box>34 1656 71 1707</box>
solution-cell: 6 <box>224 2180 241 2197</box>
solution-cell: 9 <box>306 2246 323 2262</box>
sudoku-solution-grid <box>174 2130 323 2279</box>
sudoku-cell[interactable] <box>34 2009 71 2059</box>
sudoku-cell[interactable] <box>181 1958 217 2009</box>
kitun-body: ଧରିତ୍ରୀରେ ପ୍ରକାଶିତ 'କୀର୍ତ୍ତନ ମଉସା' ଗଳ୍ପଟି ପଢ଼ି ମନ ଆନନ୍ଦିତ ହେଲା । ଲେଖକ ଗ୍ରାମ୍ୟ ଜୀବନର ଚିତ୍ର ଅତି ସୁନ୍ଦର ଭାବେ ଫୁଟାଇଛନ୍ତି । ଏଭଳି ଗଳ୍ପ ଆମ ସଂସ୍କୃତିକୁ ବଞ୍ଚାଇ ରଖିବାରେ ସହାୟକ ହୁଏ । <box>385 2208 745 2230</box>
sudoku-cell[interactable] <box>71 1656 107 1707</box>
solution-cell: 2 <box>224 2213 241 2230</box>
solution-cell: 7 <box>192 2262 208 2279</box>
pachis-title: ପଚିଶ ବର୍ଷ ତଳର ଧରିତ୍ରୀ.../୨୨ ଜୁଲାଇ ୧୯୮୫ <box>6 1380 366 1408</box>
parivesh-box <box>600 506 900 598</box>
district-name: ଯାଜପୁର <box>25 547 135 587</box>
solution-cell: 8 <box>175 2262 192 2279</box>
solution-cell: 1 <box>306 2262 323 2279</box>
solution-cell: 2 <box>273 2180 290 2197</box>
solution-cell: 4 <box>273 2164 290 2181</box>
